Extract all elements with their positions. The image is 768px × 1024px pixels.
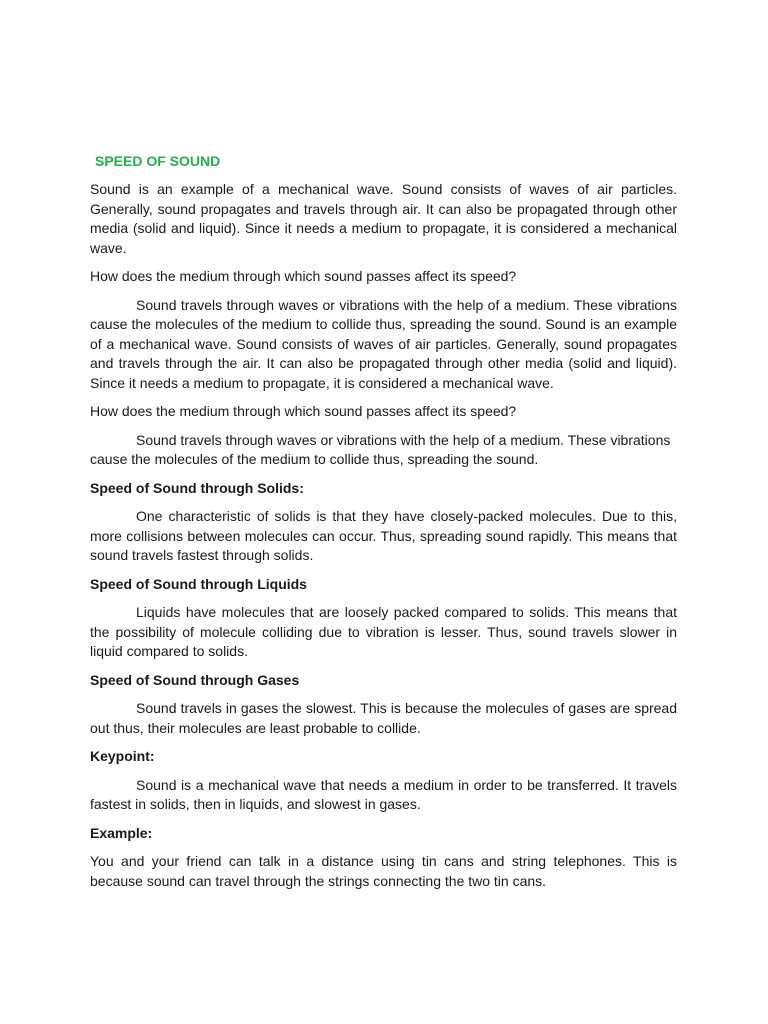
solids-paragraph: One characteristic of solids is that they have closely-packed molecules. Due to this, more collisions between molecules can occur. Thus, spreading sound rapidly. This means that sound travels fastest through solids. bbox=[90, 508, 677, 563]
liquids-heading: Speed of Sound through Liquids bbox=[90, 575, 307, 592]
question-2: How does the medium through which sound passes affect its speed? bbox=[90, 403, 517, 419]
gases-heading: Speed of Sound through Gases bbox=[90, 671, 300, 688]
solids-heading: Speed of Sound through Solids: bbox=[90, 479, 304, 496]
document-title: SPEED OF SOUND bbox=[95, 153, 221, 169]
gases-paragraph: Sound travels in gases the slowest. This is because the molecules of gases are spread out thus, their molecules are least probable to collide. bbox=[90, 700, 677, 736]
question-1: How does the medium through which sound passes affect its speed? bbox=[90, 268, 517, 284]
keypoint-paragraph: Sound is a mechanical wave that needs a medium in order to be transferred. It travels fastest in solids, then in liquids, and slowest in gases. bbox=[90, 776, 677, 812]
liquids-paragraph: Liquids have molecules that are loosely packed compared to solids. This means that the possibility of molecule colliding due to vibration is lesser. Thus, sound travels slower in liquid compared to solids. bbox=[90, 604, 677, 659]
document-page bbox=[90, 152, 677, 900]
paragraph-2: Sound travels through waves or vibrations with the help of a medium. These vibrations cause the molecules of the medium to collide thus, spreading the sound. Sound is an example of a mechanical wave. Sound consists of waves of air particles. Generally, sound propagates and travels through the air. It can also be propagated through other media (solid and liquid). Since it needs a medium to propagate, it is considered a mechanical wave. bbox=[90, 296, 677, 391]
paragraph-3: Sound travels through waves or vibrations with the help of a medium. These vibrations cause the molecules of the medium to collide thus, spreading the sound. bbox=[90, 431, 671, 467]
example-paragraph: You and your friend can talk in a distance using tin cans and string telephones. This is because sound can travel through the strings connecting the two tin cans. bbox=[90, 853, 677, 889]
keypoint-heading: Keypoint: bbox=[90, 748, 155, 764]
intro-paragraph: Sound is an example of a mechanical wave. Sound consists of waves of air particles. Generally, sound propagates and travels through air. It can also be propagated through other media (solid and liquid). Since it needs a medium to propagate, it is considered a mechanical wave. bbox=[90, 181, 677, 256]
example-heading: Example: bbox=[90, 824, 153, 841]
